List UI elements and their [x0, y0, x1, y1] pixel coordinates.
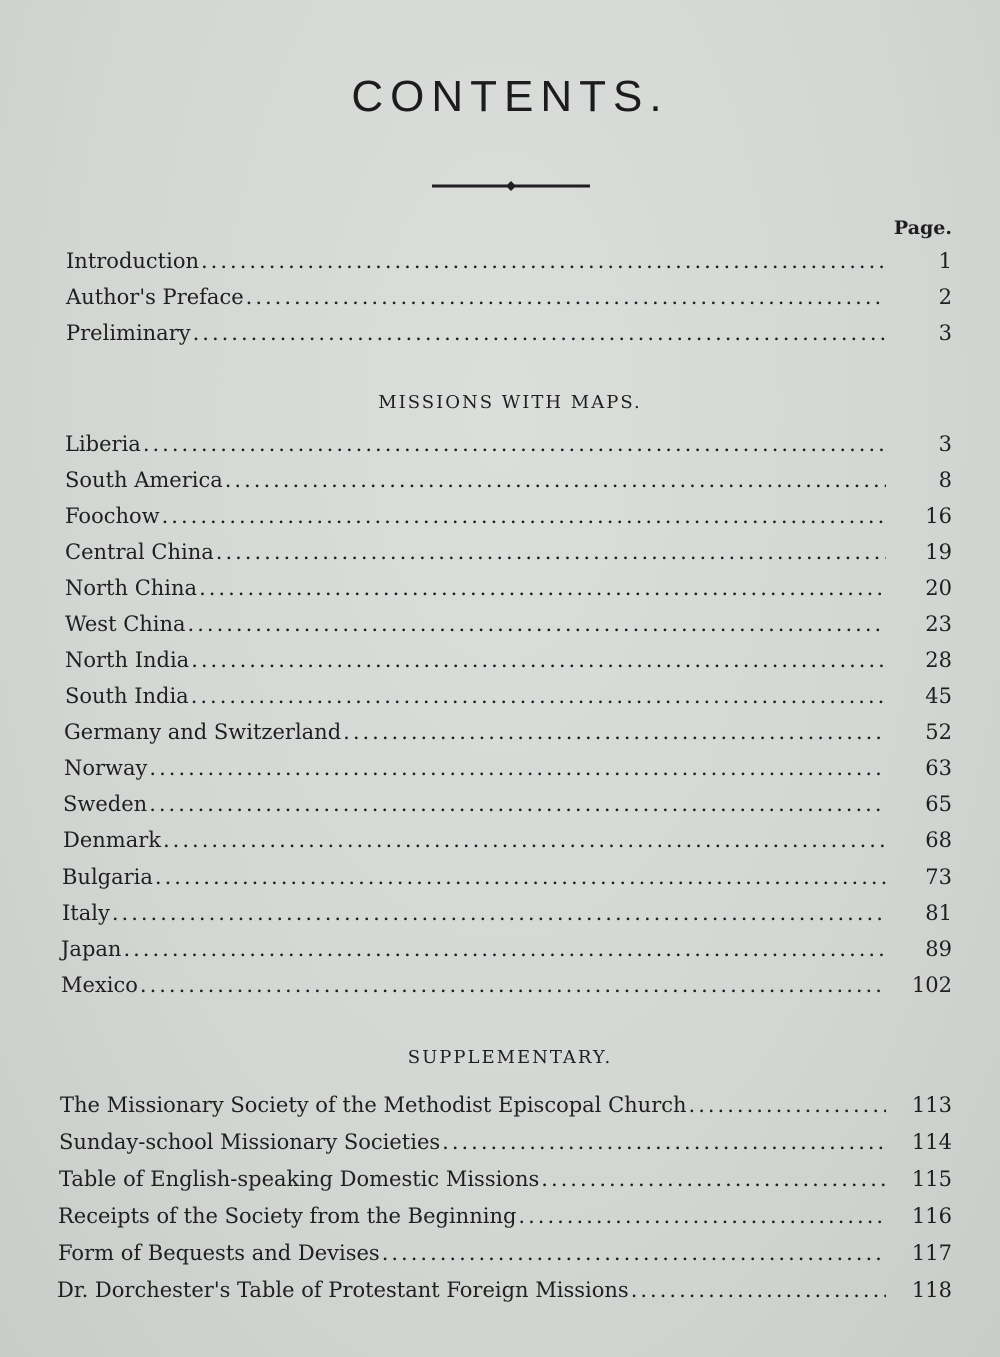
toc-entry-label: Dr. Dorchester's Table of Protestant Foreign Missions: [57, 1278, 629, 1302]
toc-entry[interactable]: [58, 1241, 952, 1271]
dot-leader: [199, 576, 886, 600]
toc-entry-label: West China: [65, 612, 186, 636]
dot-leader: [123, 937, 886, 961]
dot-leader: [188, 612, 886, 636]
toc-entry-label: Preliminary: [66, 321, 191, 345]
toc-entry-page: 65: [925, 792, 952, 816]
toc-entry-label: South India: [65, 684, 189, 708]
toc-entry[interactable]: [57, 1278, 952, 1308]
dot-leader: [518, 1204, 886, 1228]
toc-entry-label: Liberia: [65, 432, 141, 456]
dot-leader: [541, 1167, 886, 1191]
dot-leader: [143, 432, 886, 456]
toc-entry[interactable]: [65, 612, 952, 642]
toc-entry[interactable]: [62, 901, 952, 931]
toc-entry-label: Author's Preface: [66, 285, 244, 309]
toc-entry-label: Form of Bequests and Devises: [58, 1241, 380, 1265]
toc-entry-label: Denmark: [63, 828, 161, 852]
toc-entry-page: 1: [938, 249, 952, 273]
toc-entry[interactable]: [63, 792, 952, 822]
toc-entry[interactable]: [63, 828, 952, 858]
toc-entry-page: 20: [925, 576, 952, 600]
toc-entry[interactable]: [65, 504, 952, 534]
toc-entry-page: 81: [925, 901, 952, 925]
toc-entry-label: Mexico: [61, 973, 138, 997]
toc-entry[interactable]: [65, 684, 952, 714]
dot-leader: [225, 468, 886, 492]
toc-entry[interactable]: [64, 756, 952, 786]
toc-entry-page: 2: [938, 285, 952, 309]
supplementary-heading: SUPPLEMENTARY.: [407, 1047, 613, 1068]
toc-entry-page: 113: [911, 1093, 952, 1117]
missions-heading: MISSIONS WITH MAPS.: [378, 392, 642, 413]
toc-entry-label: Receipts of the Society from the Beginning: [58, 1204, 517, 1228]
page-column-header: Page.: [893, 217, 952, 239]
dot-leader: [112, 901, 886, 925]
toc-entry-label: Norway: [64, 756, 148, 780]
toc-entry[interactable]: [59, 1167, 952, 1197]
toc-entry[interactable]: [61, 937, 952, 967]
dot-leader: [140, 973, 886, 997]
toc-entry[interactable]: [64, 720, 952, 750]
toc-entry-page: 3: [938, 321, 952, 345]
toc-entry-page: 114: [911, 1130, 952, 1154]
toc-entry[interactable]: [65, 648, 952, 678]
toc-entry-page: 52: [925, 720, 952, 744]
dot-leader: [155, 865, 886, 889]
toc-entry[interactable]: [66, 285, 952, 315]
toc-entry[interactable]: [61, 973, 952, 1003]
toc-entry-page: 19: [925, 540, 952, 564]
toc-entry-label: Introduction: [66, 249, 199, 273]
toc-entry-label: South America: [65, 468, 223, 492]
toc-entry-label: Foochow: [65, 504, 160, 528]
dot-leader: [162, 504, 886, 528]
toc-entry-page: 102: [911, 973, 952, 997]
toc-entry-page: 117: [911, 1241, 952, 1265]
toc-entry-label: North China: [65, 576, 198, 600]
toc-entry-page: 28: [925, 648, 952, 672]
dot-leader: [149, 792, 886, 816]
toc-entry-page: 8: [938, 468, 952, 492]
toc-entry-page: 115: [911, 1167, 952, 1191]
toc-entry-page: 73: [925, 865, 952, 889]
toc-entry-label: Central China: [65, 540, 214, 564]
toc-entry-page: 3: [938, 432, 952, 456]
toc-entry-label: The Missionary Society of the Methodist Episcopal Church: [60, 1093, 687, 1117]
dot-leader: [163, 828, 886, 852]
toc-entry-label: Germany and Switzerland: [64, 720, 342, 744]
dot-leader: [246, 285, 886, 309]
toc-entry-label: North India: [65, 648, 190, 672]
toc-entry[interactable]: [65, 540, 952, 570]
toc-entry[interactable]: [65, 576, 952, 606]
toc-entry-page: 118: [911, 1278, 952, 1302]
toc-entry[interactable]: [62, 865, 952, 895]
toc-entry-label: Italy: [62, 901, 110, 925]
toc-entry[interactable]: [65, 432, 952, 462]
toc-entry[interactable]: [58, 1204, 952, 1234]
dot-leader: [382, 1241, 886, 1265]
toc-entry-page: 89: [925, 937, 952, 961]
dot-leader: [149, 756, 886, 780]
toc-entry[interactable]: [59, 1130, 952, 1160]
page-title: CONTENTS.: [351, 72, 669, 121]
dot-leader: [191, 684, 886, 708]
ornament-rule-icon: [432, 180, 590, 192]
dot-leader: [193, 321, 886, 345]
toc-entry-label: Sunday-school Missionary Societies: [59, 1130, 441, 1154]
dot-leader: [689, 1093, 886, 1117]
toc-entry-label: Table of English-speaking Domestic Missions: [59, 1167, 540, 1191]
toc-entry[interactable]: [60, 1093, 952, 1123]
toc-entry-label: Sweden: [63, 792, 148, 816]
toc-entry-page: 45: [925, 684, 952, 708]
toc-entry-page: 23: [925, 612, 952, 636]
dot-leader: [201, 249, 886, 273]
toc-entry[interactable]: [66, 321, 952, 351]
dot-leader: [191, 648, 886, 672]
toc-entry-page: 63: [925, 756, 952, 780]
toc-entry-page: 68: [925, 828, 952, 852]
toc-entry[interactable]: [65, 468, 952, 498]
dot-leader: [216, 540, 886, 564]
toc-entry-page: 116: [911, 1204, 952, 1228]
dot-leader: [631, 1278, 886, 1302]
dot-leader: [343, 720, 886, 744]
dot-leader: [442, 1130, 886, 1154]
toc-entry-page: 16: [925, 504, 952, 528]
toc-entry-label: Bulgaria: [62, 865, 153, 889]
toc-entry-label: Japan: [61, 937, 122, 961]
toc-entry[interactable]: [66, 249, 952, 279]
